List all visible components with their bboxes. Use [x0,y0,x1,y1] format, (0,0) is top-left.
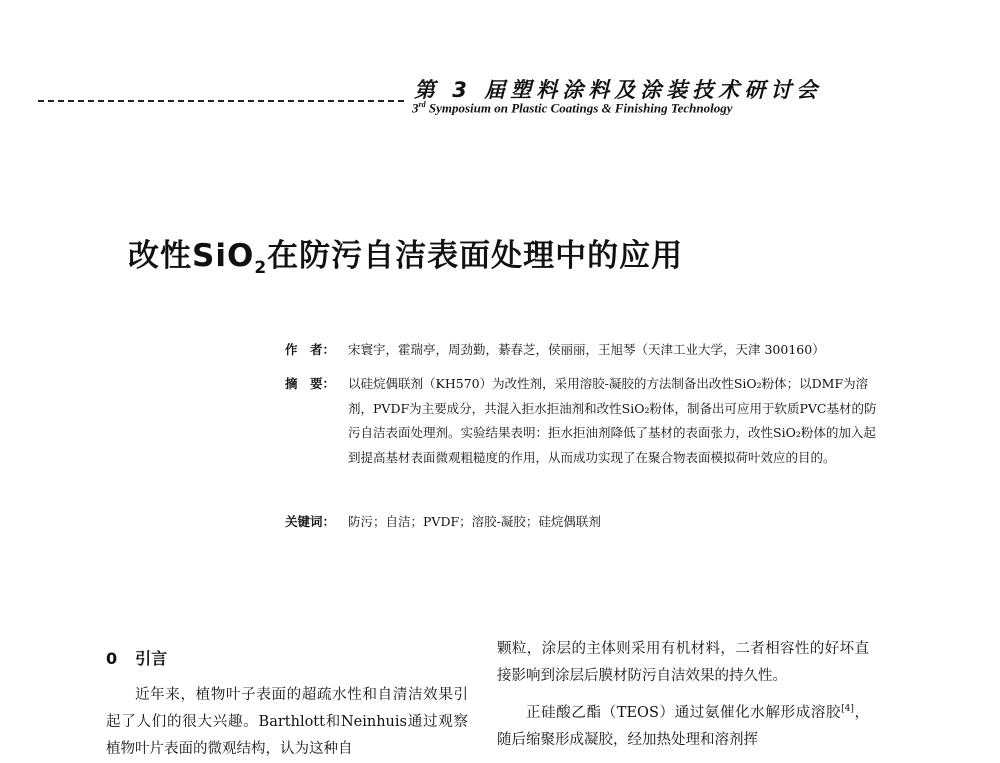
symposium-title-zh: 第 3 届塑料涂料及涂装技术研讨会 [414,78,823,102]
section-number: 0 [106,649,118,668]
authors-label: 作 者： [285,342,336,357]
symposium-edition-suffix: rd [418,100,426,109]
header-rule-line [38,100,404,102]
symposium-edition-number: 3 [412,100,419,116]
abstract-block [285,372,885,498]
citation-ref[interactable]: [4] [841,704,854,714]
keywords-label: 关键词： [285,514,336,529]
symposium-title-en-text: Symposium on Plastic Coatings & Finishing Technology [428,100,733,116]
symposium-title-en [412,100,852,116]
intro-paragraph: 近年来，植物叶子表面的超疏水性和自清洁效果引起了人们的很大兴趣。Barthlott和Neinhuis通过观察植物叶片表面的微观结构，认为这种自 [106,687,468,757]
paper-title-part1: 改性SiO [128,238,255,274]
teos-text-a: 正硅酸乙酯（TEOS）通过氨催化水解形成溶胶 [526,704,842,721]
paper-title-part2: 在防污自洁表面处理中的应用 [267,238,684,274]
keywords-block [285,510,885,534]
right-paragraph-teos [497,696,869,754]
body-right-column [497,636,869,754]
abstract-text: 以硅烷偶联剂（KH570）为改性剂，采用溶胶-凝胶的方法制备出改性SiO₂粉体；以DMF为溶剂，PVDF为主要成分，共混入拒水拒油剂和改性SiO₂粉体，制备出可应用于软质PVC基材的防污自洁表面处理剂。实验结果表明：拒水拒油剂降低了基材的表面张力，改性SiO₂粉体的加入起到提高基材表面微观粗糙度的作用，从而成功实现了在聚合物表面模拟荷叶效应的目的。 [348,376,877,465]
keywords-text: 防污；自洁；PVDF；溶胶-凝胶；硅烷偶联剂 [348,514,601,529]
paper-title-subscript: 2 [254,258,268,279]
authors-text: 宋寰宇，霍瑞亭，周劲勤，綦春芝，侯丽丽，王旭琴（天津工业大学，天津 300160） [348,342,825,357]
section-title: 引言 [135,649,168,668]
authors-block [285,338,885,362]
section-heading [106,646,167,669]
right-paragraph-continued: 颗粒，涂层的主体则采用有机材料，二者相容性的好坏直接影响到涂层后膜材防污自洁效果的持久性。 [497,641,869,684]
teos-text-b: ，随后缩聚形成凝胶，经加热处理和溶剂挥 [497,704,870,748]
paper-title [128,230,888,278]
abstract-label: 摘 要： [285,376,336,391]
